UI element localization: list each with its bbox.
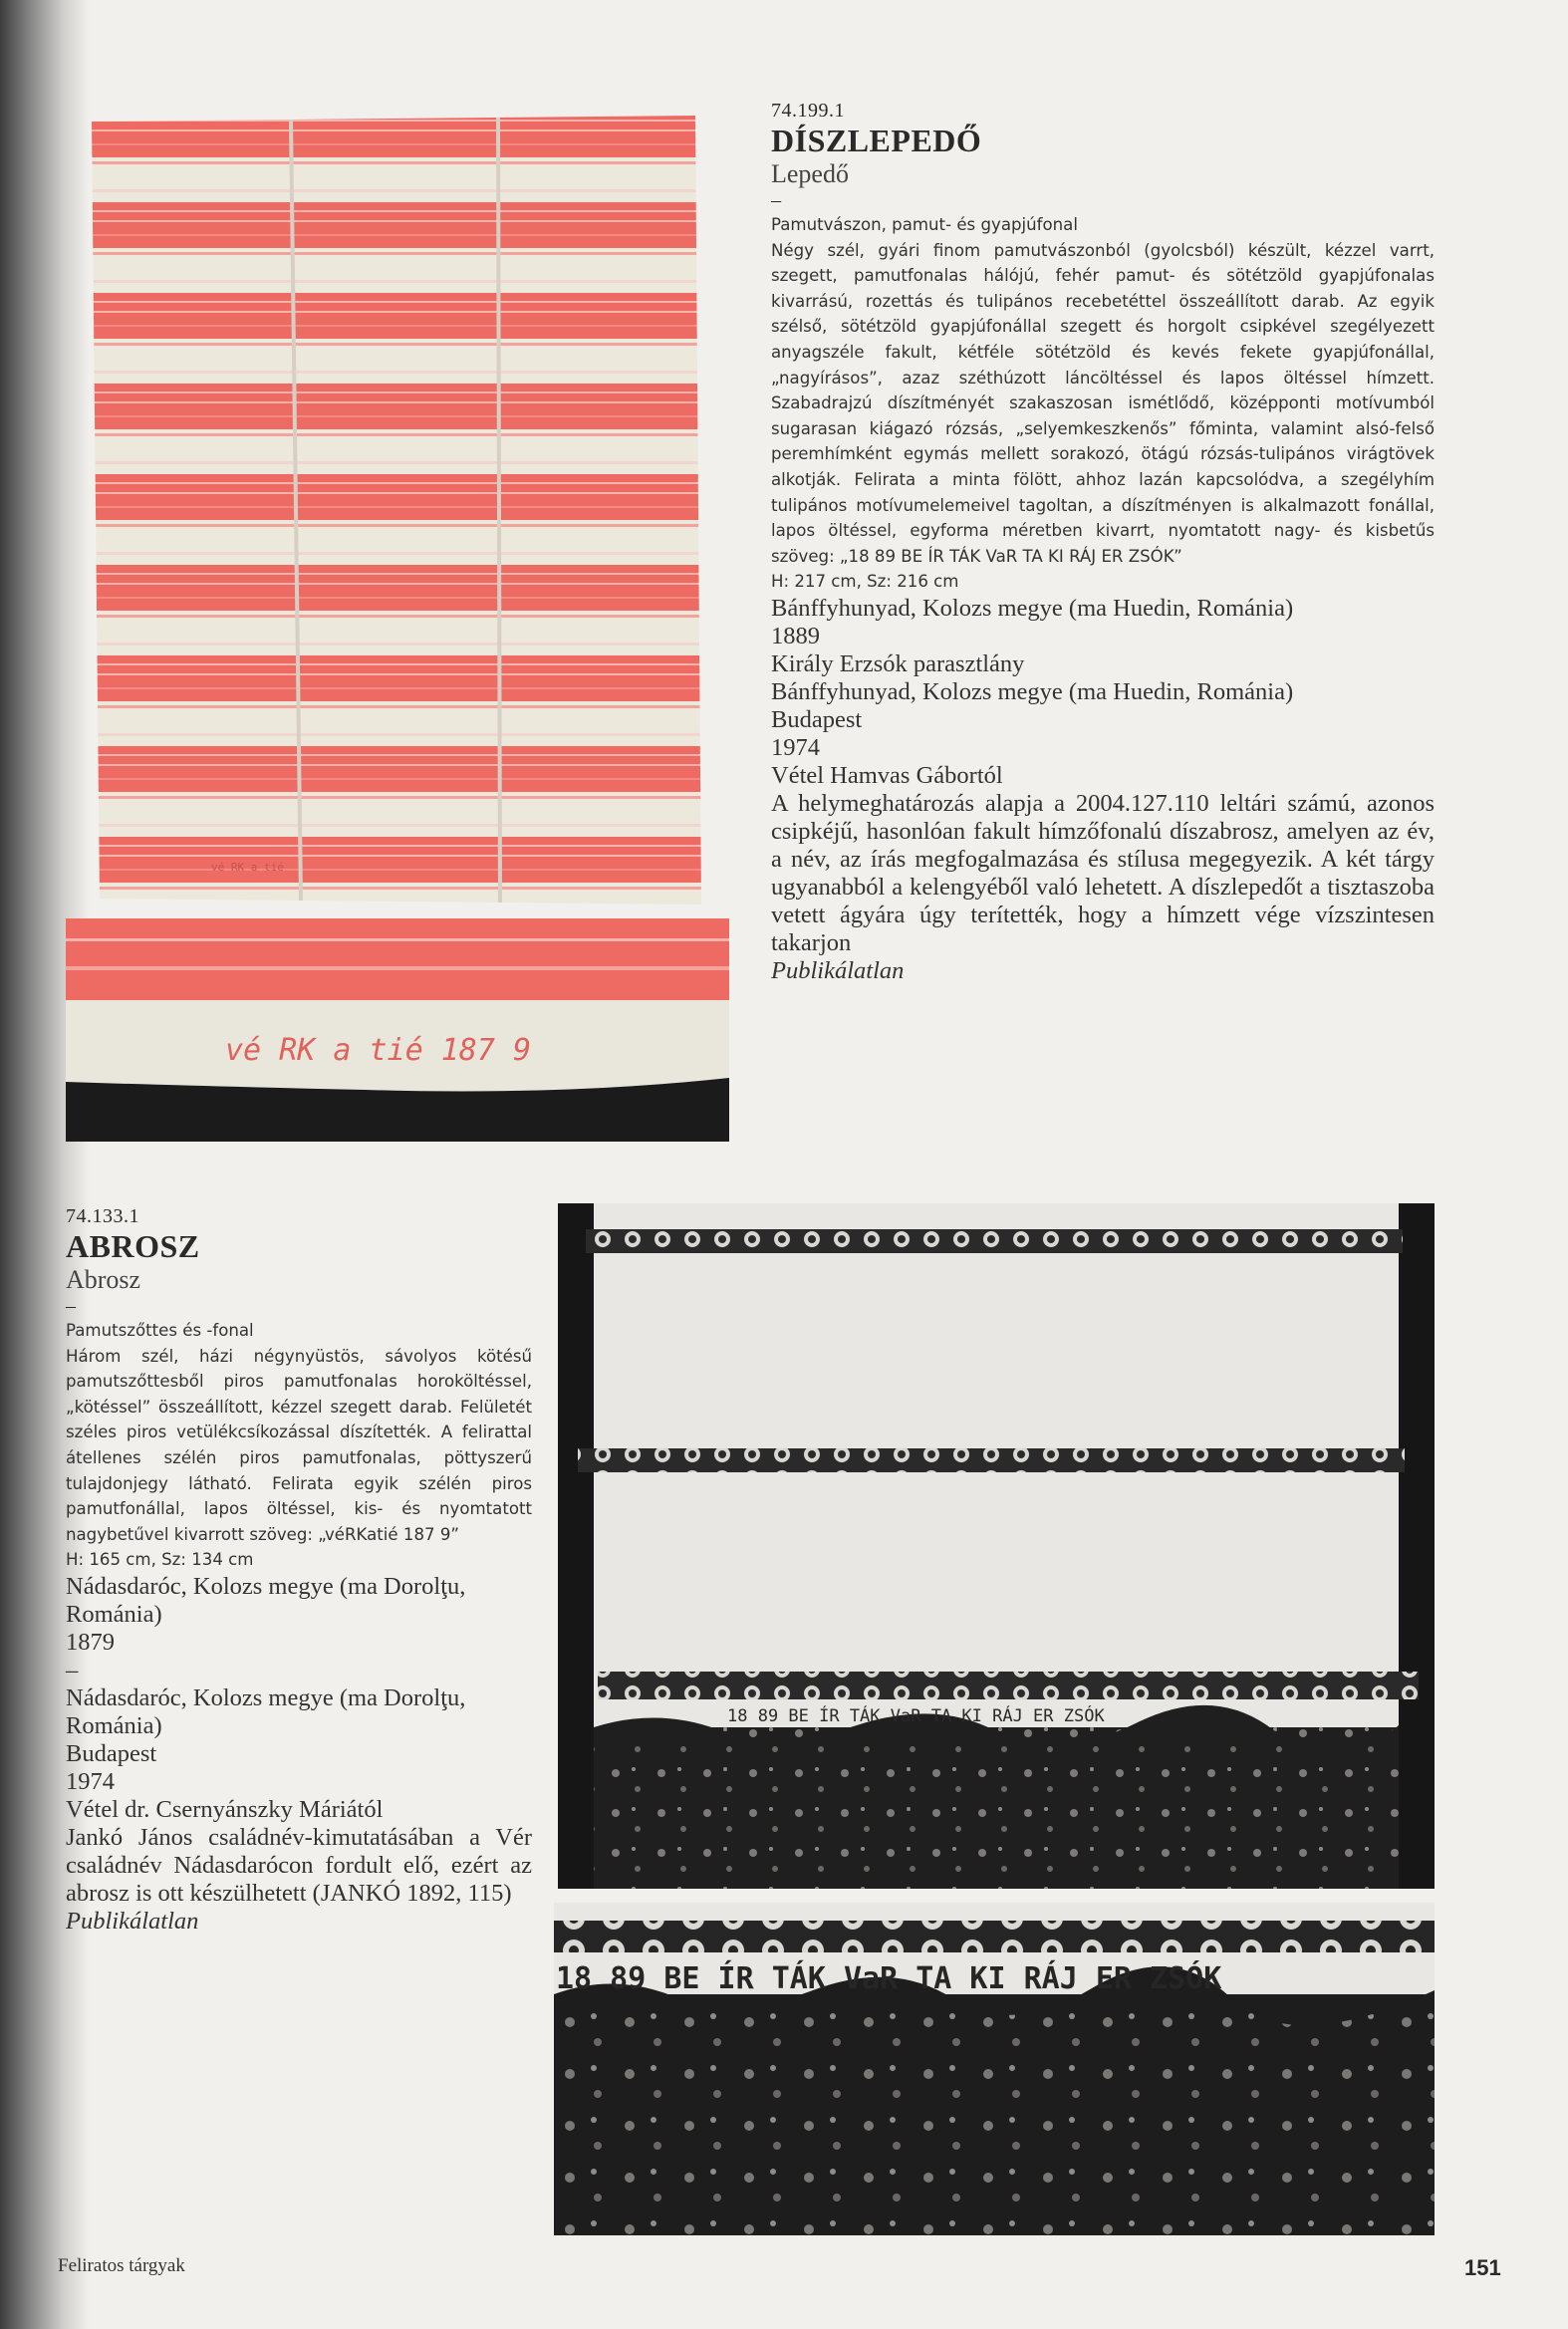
svg-text:vé RK a tié: vé RK a tié [211, 861, 284, 874]
item2-collection-place: Budapest [66, 1739, 157, 1767]
item1-inventory-number: 74.199.1 [771, 100, 845, 122]
book-binding-shadow [0, 0, 90, 2329]
item2-place-line1: Nádasdaróc, Kolozs megye (ma Dorolţu, [66, 1572, 466, 1600]
item2-inventory-number: 74.133.1 [66, 1205, 139, 1227]
item2-collection-year: 1974 [66, 1767, 115, 1795]
item1-note: A helymeghatározás alapja a 2004.127.110 leltári számú, azonos csipkéjű, hasonlóan fakult hímzőfonalú díszabrosz, amelyen az év, a név, az írás megfogalmazása és stílusa megegyezik. A két tárgy ugyanabból a kelengyéből való lehetett. A díszlepedőt a tisztaszoba vetett ágyára úgy terítették, hogy a hímzett vége vízszintesen takarjon [771, 789, 1435, 956]
item1-maker: Király Erzsók parasztlány [771, 649, 1025, 677]
item2-subtitle: Abrosz [66, 1265, 141, 1294]
item2-origin-line1: Nádasdaróc, Kolozs megye (ma Dorolţu, [66, 1683, 466, 1711]
item2-entry [66, 1205, 532, 1936]
item1-material: Pamutvászon, pamut- és gyapjúfonal [771, 215, 1078, 234]
item2-acquisition: Vétel dr. Csernyánszky Máriától [66, 1795, 384, 1823]
item2-description: Három szél, házi négynyüstös, sávolyos kötésű pamutszőttesből piros pamutfonalas horoköltéssel, „kötéssel” összeállított, kézzel szegett darab. Felületét széles piros vetülékcsíkozással díszítették. A felirattal átellenes szélén piros pamutfonalas, pöttyszerű tulajdonjegy látható. Felirata egyik szélén piros pamutfonállal, lapos öltéssel, kis- és nyomtatott nagybetűvel kivarrott szöveg: „véRKatié 187 9” [66, 1346, 532, 1544]
item2-place-line2: Románia) [66, 1600, 162, 1628]
lace-sheet-text: 18 89 BE ÍR TÁK VaR TA KI RÁJ ER ZSÓK [727, 1706, 1105, 1726]
item1-subtitle: Lepedő [771, 159, 849, 188]
item2-title: ABROSZ [66, 1228, 200, 1264]
item2-dash: – [66, 1295, 76, 1317]
lace-sheet-photo [558, 1203, 1435, 1889]
page-number: 151 [1464, 2255, 1501, 2280]
lace-closeup-photo [554, 1903, 1435, 2235]
item2-dimensions: H: 165 cm, Sz: 134 cm [66, 1550, 254, 1570]
item1-acquisition: Vétel Hamvas Gábortól [771, 761, 1003, 789]
lace-closeup-text: 18 89 BE ÍR TÁK VaR TA KI RÁJ ER ZSÓK [556, 1961, 1222, 1996]
item1-description: Négy szél, gyári finom pamutvászonból (gyolcsból) készült, kézzel varrt, szegett, pamutfonalas hálójú, fehér pamut- és sötétzöld gyapjúfonalas kivarrású, rozettás és tulipános recebetéttel összeállított darab. Az egyik szélső, sötétzöld gyapjúfonállal szegett és horgolt csipkével szegélyezett anyagszéle fakult, kétféle sötétzöld és kevés fekete gyapjúfonállal, „nagyírásos”, azaz széthúzott láncöltéssel és lapos öltéssel hímzett. Szabadrajzú díszítményét szakaszosan ismétlődő, középponti motívumból sugarasan kiágazó rózsás, „selyemkeszkenős” főminta, valamint alsó-felső peremhímként egymás mellett sorakozó, ötágú rózsás-tulipános virágtövek alkotják. Felirata a minta fölött, ahhoz lazán kapcsolódva, a szegélyhím tulipános motívumelemeivel tagoltan, a díszítményen is alkalmazott fonállal, lapos öltéssel, egyforma méretben kivarrt, nyomtatott nagy- és kisbetűs szöveg: „18 89 BE ÍR TÁK VaR TA KI RÁJ ER ZSÓK” [771, 240, 1435, 566]
item2-maker-dash: – [66, 1656, 79, 1683]
item2-year: 1879 [66, 1628, 115, 1656]
item1-dimensions: H: 217 cm, Sz: 216 cm [771, 572, 959, 592]
item1-year: 1889 [771, 622, 820, 649]
item1-place: Bánffyhunyad, Kolozs megye (ma Huedin, Románia) [771, 594, 1294, 622]
item2-publication: Publikálatlan [66, 1907, 199, 1935]
item1-entry [771, 100, 1435, 985]
footer-section-title: Feliratos tárgyak [58, 2255, 185, 2276]
item2-origin-line2: Románia) [66, 1711, 162, 1739]
item2-note: Jankó János családnév-kimutatásában a Vér családnév Nádasdarócon fordult elő, ezért az abrosz is ott készülhetett (JANKÓ 1892, 115) [66, 1823, 532, 1907]
item1-publication: Publikálatlan [771, 956, 905, 984]
tablecloth-photo [92, 112, 701, 908]
item1-collection-place: Budapest [771, 705, 863, 733]
item1-title: DÍSZLEPEDŐ [771, 123, 982, 158]
item1-dash: – [771, 189, 781, 211]
item1-collection-year: 1974 [771, 733, 820, 761]
embroidery-closeup-text: vé RK a tié 187 9 [225, 1033, 532, 1068]
embroidery-closeup-photo [66, 918, 729, 1142]
item1-origin: Bánffyhunyad, Kolozs megye (ma Huedin, Románia) [771, 677, 1294, 705]
item2-material: Pamutszőttes és -fonal [66, 1321, 254, 1340]
